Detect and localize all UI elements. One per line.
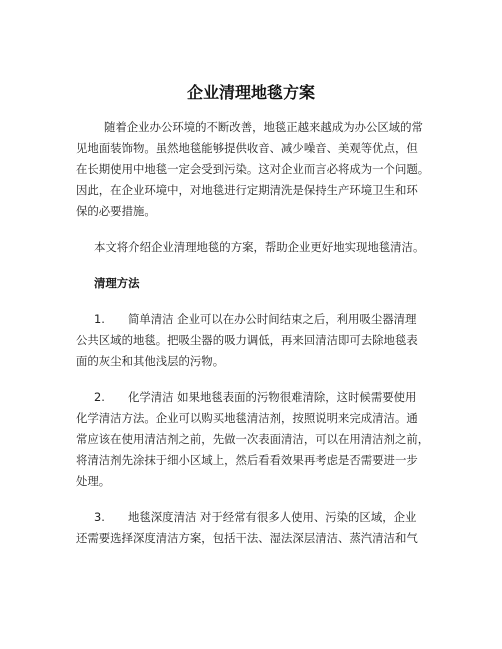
list-item-number: 2. bbox=[94, 390, 105, 404]
intro-line: 因此，在企业环境中，对地毯进行定期清洗是保持生产环境卫生和环 bbox=[76, 183, 418, 197]
list-item-line: 化学清洁方法。企业可以购买地毯清洁剂，按照说明来完成清洁。通 bbox=[76, 411, 418, 425]
intro-line: 在长期使用中地毯一定会受到污染。这对企业而言必将成为一个问题。 bbox=[76, 162, 430, 176]
list-item-line: 还需要选择深度清洁方案，包括干法、湿法深层清洁、蒸汽清洁和气 bbox=[76, 531, 418, 545]
intro-line: 保的必要措施。 bbox=[76, 204, 156, 218]
list-item-number: 3. bbox=[94, 510, 105, 524]
intro-line: 随着企业办公环境的不断改善，地毯正越来越成为办公区域的常 bbox=[104, 120, 423, 134]
list-item-line: 将清洁剂先涂抹于细小区域上，然后看看效果再考虑是否需要进一步 bbox=[76, 453, 418, 467]
list-item-line: 公共区域的地毯。把吸尘器的吸力调低，再来回清洁即可去除地毯表 bbox=[76, 333, 418, 347]
purpose-line: 本文将介绍企业清理地毯的方案，帮助企业更好地实现地毯清洁。 bbox=[94, 240, 425, 254]
list-item-number: 1. bbox=[94, 312, 105, 326]
intro-line: 见地面装饰物。虽然地毯能够提供收音、减少噪音、美观等优点，但 bbox=[76, 141, 418, 155]
list-item-line: 常应该在使用清洁剂之前，先做一次表面清洁，可以在用清洁剂之前， bbox=[76, 432, 430, 446]
list-item-line: 地毯深度清洁 对于经常有很多人使用、污染的区域，企业 bbox=[128, 510, 417, 524]
section-heading: 清理方法 bbox=[94, 276, 140, 290]
list-item-line: 处理。 bbox=[76, 474, 111, 488]
document-title: 企业清理地毯方案 bbox=[186, 83, 315, 102]
list-item-line: 简单清洁 企业可以在办公时间结束之后，利用吸尘器清理 bbox=[128, 312, 417, 326]
list-item-line: 化学清洁 如果地毯表面的污物很难清除，这时候需要使用 bbox=[128, 390, 417, 404]
list-item-line: 面的灰尘和其他浅层的污物。 bbox=[76, 354, 225, 368]
